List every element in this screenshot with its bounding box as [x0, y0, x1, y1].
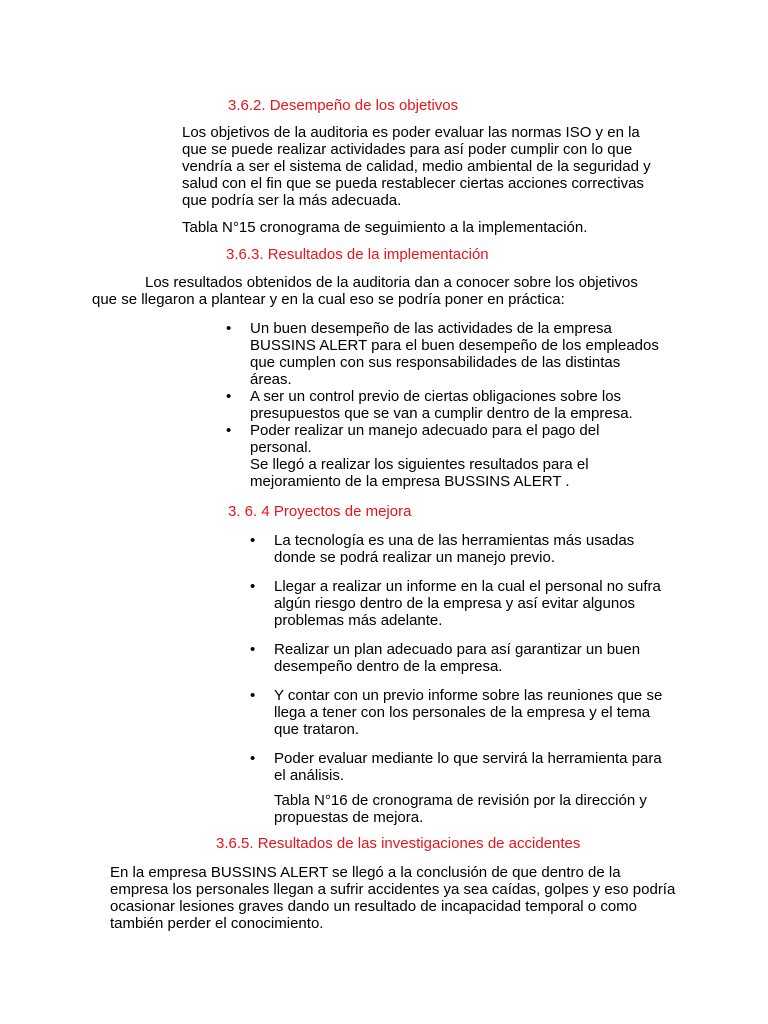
- section-heading-365: 3.6.5. Resultados de las investigaciones de accidentes: [216, 835, 581, 852]
- list-item-text: Realizar un plan adecuado para así garantizar un buen desempeño dentro de la empresa.: [274, 641, 641, 675]
- list-item: [226, 422, 662, 490]
- results-closing-note: Se llegó a realizar los siguientes resultados para el mejoramiento de la empresa BUSSINS ALERT .: [250, 456, 589, 490]
- list-item-text: A ser un control previo de ciertas obligaciones sobre los presupuestos que se van a cumplir dentro de la empresa.: [250, 388, 633, 422]
- list-item: [250, 578, 670, 629]
- improvement-bullet-list: [250, 532, 670, 796]
- section-heading-362: 3.6.2. Desempeño de los objetivos: [228, 97, 459, 114]
- list-item: [226, 388, 662, 422]
- table-16-caption: Tabla N°16 de cronograma de revisión por la dirección y propuestas de mejora.: [274, 792, 647, 826]
- bullet-icon: •: [250, 532, 256, 549]
- section-heading-364: 3. 6. 4 Proyectos de mejora: [228, 503, 412, 520]
- bullet-icon: •: [250, 687, 256, 704]
- bullet-icon: •: [250, 578, 256, 595]
- section-363-intro: Los resultados obtenidos de la auditoria dan a conocer sobre los objetivos que se llegaron a plantear y en la cual eso se podría poner en práctica:: [92, 274, 638, 308]
- list-item: [250, 750, 670, 784]
- section-heading-363: 3.6.3. Resultados de la implementación: [226, 246, 489, 263]
- list-item: [226, 320, 662, 388]
- list-item-text: Un buen desempeño de las actividades de la empresa BUSSINS ALERT para el buen desempeño de los empleados que cumplen con sus responsabilidades de las distintas áreas.: [250, 320, 659, 388]
- bullet-icon: •: [250, 641, 256, 658]
- results-bullet-list: [226, 320, 662, 490]
- bullet-icon: •: [226, 320, 232, 337]
- bullet-icon: •: [226, 388, 232, 405]
- table-15-caption: Tabla N°15 cronograma de seguimiento a la implementación.: [182, 219, 588, 236]
- list-item-text: Y contar con un previo informe sobre las reuniones que se llega a tener con los personales de la empresa y el tema que trataron.: [274, 687, 663, 738]
- list-item-text: Llegar a realizar un informe en la cual el personal no sufra algún riesgo dentro de la empresa y así evitar algunos problemas más adelante.: [274, 578, 661, 629]
- section-365-body: En la empresa BUSSINS ALERT se llegó a la conclusión de que dentro de la empresa los personales llegan a sufrir accidentes ya sea caídas, golpes y eso podría ocasionar lesiones graves dando un resultado de incapacidad temporal o como también perder el conocimiento.: [110, 864, 676, 932]
- list-item-text: Poder realizar un manejo adecuado para el pago del personal.: [250, 422, 600, 456]
- list-item: [250, 687, 670, 738]
- section-362-body: Los objetivos de la auditoria es poder evaluar las normas ISO y en la que se puede realizar actividades para así poder cumplir con lo que vendría a ser el sistema de calidad, medio ambiental de la seguridad y salud con el fin que se pueda restablecer ciertas acciones correctivas que podría ser la más adecuada.: [182, 124, 651, 209]
- bullet-icon: •: [250, 750, 256, 767]
- list-item-text: Poder evaluar mediante lo que servirá la herramienta para el análisis.: [274, 750, 662, 784]
- list-item: [250, 532, 670, 566]
- list-item: [250, 641, 670, 675]
- bullet-icon: •: [226, 422, 232, 439]
- list-item-text: La tecnología es una de las herramientas más usadas donde se podrá realizar un manejo previo.: [274, 532, 635, 566]
